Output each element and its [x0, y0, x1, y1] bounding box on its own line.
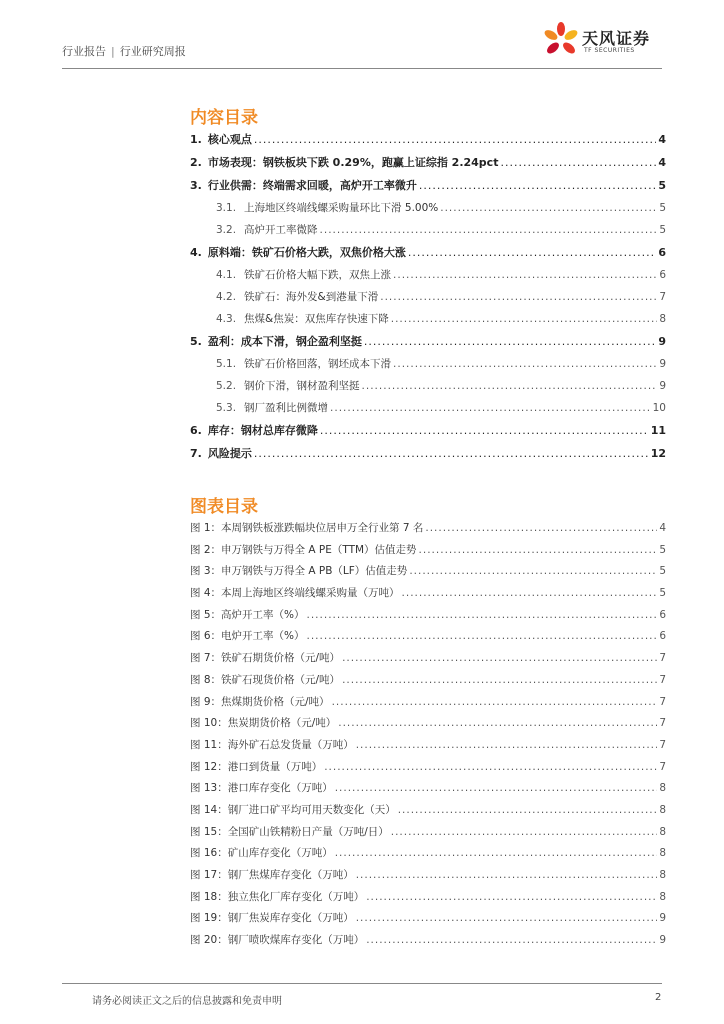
- toc-entry-text: 钢厂盈利比例微增: [244, 402, 329, 414]
- toc-entry-page: 9: [658, 335, 666, 348]
- flower-logo-icon: [542, 20, 580, 60]
- toc-entry-number: 4.3.: [216, 313, 237, 325]
- figure-entry-page: 6: [659, 630, 666, 643]
- figure-entry-page: 9: [659, 934, 666, 947]
- toc-entry-text: 上海地区终端线螺采购量环比下滑 5.00%: [244, 202, 439, 214]
- figure-entry-text: 图 15：全国矿山铁精粉日产量（万吨/日）: [190, 825, 389, 838]
- figure-entry-text: 图 19：钢厂焦炭库存变化（万吨）: [190, 912, 354, 925]
- figure-entry[interactable]: [190, 585, 666, 607]
- figure-entry-text: 图 11：海外矿石总发货量（万吨）: [190, 738, 354, 751]
- page-header: [62, 29, 662, 66]
- toc-entry-section[interactable]: [190, 200, 666, 222]
- figure-entry[interactable]: [190, 867, 666, 889]
- toc-entry-number: 5.2.: [216, 380, 237, 392]
- figure-entry-page: 5: [659, 543, 666, 556]
- toc-entry-page: 7: [659, 291, 666, 303]
- figure-entry-text: 图 2：申万钢铁与万得全 A PE（TTM）估值走势: [190, 543, 417, 556]
- toc-entry-text: 市场表现：钢铁板块下跌 0.29%，跑赢上证综指 2.24pct: [207, 156, 499, 169]
- toc-entry-chapter[interactable]: [190, 333, 666, 356]
- figure-entry-text: 图 6：电炉开工率（%）: [190, 630, 305, 643]
- toc-entry-page: 11: [650, 424, 666, 437]
- toc-entry-chapter[interactable]: [190, 131, 666, 154]
- toc-entry-text: 高炉开工率微降: [244, 224, 318, 236]
- toc-entry-number: 4.2.: [216, 291, 237, 303]
- figure-entry[interactable]: [190, 802, 666, 824]
- toc-entry-text: 铁矿石价格回落，钢坯成本下滑: [244, 358, 392, 370]
- toc-entry-chapter[interactable]: [190, 244, 666, 267]
- figure-entry[interactable]: [190, 759, 666, 781]
- dot-leader: [398, 804, 658, 816]
- figure-entry-page: 8: [659, 782, 666, 795]
- dot-leader: [391, 826, 658, 838]
- toc-entry-page: 6: [658, 246, 666, 259]
- figure-entry-text: 图 8：铁矿石现货价格（元/吨）: [190, 673, 341, 686]
- toc-entry-page: 5: [659, 224, 666, 236]
- dot-leader: [408, 246, 657, 259]
- figure-entry-page: 7: [659, 717, 666, 730]
- toc-entry-page: 4: [658, 156, 666, 169]
- figures-title: 图表目录: [190, 497, 258, 517]
- toc-entry-text: 铁矿石：海外发&到港量下滑: [244, 291, 379, 303]
- toc-entry-page: 10: [652, 402, 666, 414]
- toc-entry-number: 7.: [190, 447, 202, 460]
- dot-leader: [356, 869, 658, 881]
- figure-entry[interactable]: [190, 672, 666, 694]
- toc-entry-text: 库存：钢材总库存微降: [207, 424, 318, 437]
- figures-list: [190, 520, 666, 954]
- figure-entry-text: 图 18：独立焦化厂库存变化（万吨）: [190, 890, 365, 903]
- toc-entry-page: 4: [658, 133, 666, 146]
- dot-leader: [342, 674, 657, 686]
- toc-entry-number: 3.2.: [216, 224, 237, 236]
- toc-list: [190, 131, 666, 468]
- figure-entry-page: 8: [659, 847, 666, 860]
- company-logo: [542, 20, 662, 66]
- figure-entry-page: 7: [659, 673, 666, 686]
- toc-entry-number: 4.1.: [216, 269, 237, 281]
- dot-leader: [254, 133, 657, 146]
- toc-entry-page: 5: [658, 179, 666, 192]
- toc-entry-text: 钢价下滑，钢材盈利坚挺: [244, 380, 360, 392]
- figure-entry[interactable]: [190, 650, 666, 672]
- dot-leader: [364, 335, 657, 348]
- toc-entry-text: 盈利：成本下滑，钢企盈利坚挺: [207, 335, 362, 348]
- figure-entry[interactable]: [190, 520, 666, 542]
- page-number: 2: [655, 992, 662, 1003]
- figure-entry[interactable]: [190, 910, 666, 932]
- footer-disclaimer: 请务必阅读正文之后的信息披露和免责申明: [92, 996, 282, 1007]
- toc-entry-number: 3.: [190, 179, 202, 192]
- dot-leader: [307, 630, 658, 642]
- figure-entry[interactable]: [190, 542, 666, 564]
- dot-leader: [380, 291, 657, 303]
- toc-entry-section[interactable]: [190, 289, 666, 311]
- dot-leader: [419, 544, 658, 556]
- figure-entry-text: 图 1：本周钢铁板涨跌幅块位居申万全行业第 7 名: [190, 522, 424, 534]
- dot-leader: [391, 313, 658, 325]
- logo-english-name: TF SECURITIES: [584, 47, 635, 54]
- figure-entry[interactable]: [190, 889, 666, 911]
- dot-leader: [330, 402, 651, 414]
- figure-entry-page: 5: [659, 565, 666, 578]
- dot-leader: [332, 696, 658, 708]
- logo-chinese-name: 天风证券: [582, 29, 651, 48]
- toc-entry-text: 行业供需：终端需求回暖，高炉开工率微升: [207, 179, 417, 192]
- figure-entry[interactable]: [190, 607, 666, 629]
- figure-entry-text: 图 9：焦煤期货价格（元/吨）: [190, 695, 330, 708]
- toc-entry-number: 5.1.: [216, 358, 237, 370]
- toc-entry-page: 8: [659, 313, 666, 325]
- toc-entry-chapter[interactable]: [190, 154, 666, 177]
- figure-entry-text: 图 13：港口库存变化（万吨）: [190, 782, 333, 795]
- figure-entry-page: 7: [659, 695, 666, 708]
- figure-entry-page: 6: [659, 608, 666, 621]
- figure-entry-page: 8: [659, 869, 666, 881]
- breadcrumb-separator: |: [111, 45, 115, 58]
- figure-entry[interactable]: [190, 563, 666, 585]
- figure-entry-page: 7: [659, 652, 666, 665]
- figure-entry[interactable]: [190, 780, 666, 802]
- dot-leader: [324, 761, 657, 773]
- dot-leader: [335, 847, 658, 859]
- toc-entry-section[interactable]: [190, 311, 666, 333]
- figure-entry-text: 图 3：申万钢铁与万得全 A PB（LF）估值走势: [190, 565, 408, 578]
- toc-entry-chapter[interactable]: [190, 177, 666, 200]
- figure-entry-page: 8: [659, 890, 666, 903]
- dot-leader: [393, 269, 657, 281]
- dot-leader: [440, 202, 657, 214]
- toc-entry-number: 3.1.: [216, 202, 237, 214]
- figure-entry-text: 图 4：本周上海地区终端线螺采购量（万吨）: [190, 587, 400, 600]
- figure-entry-text: 图 10：焦炭期货价格（元/吨）: [190, 717, 337, 730]
- toc-entry-text: 核心观点: [207, 133, 252, 146]
- breadcrumb: [62, 43, 186, 59]
- breadcrumb-report-subtype: 行业研究周报: [119, 45, 186, 58]
- toc-title: 内容目录: [190, 108, 258, 128]
- figure-entry-page: 9: [659, 912, 666, 925]
- toc-entry-text: 风险提示: [207, 447, 252, 460]
- toc-entry-page: 12: [650, 447, 666, 460]
- dot-leader: [500, 156, 656, 169]
- figure-entry[interactable]: [190, 715, 666, 737]
- figure-entry-text: 图 16：矿山库存变化（万吨）: [190, 847, 333, 860]
- dot-leader: [366, 934, 657, 946]
- figure-entry-page: 4: [659, 522, 666, 534]
- figure-entry-page: 5: [659, 587, 666, 600]
- dot-leader: [335, 782, 658, 794]
- toc-entry-text: 铁矿石价格大幅下跌，双焦上涨: [244, 269, 392, 281]
- toc-entry-number: 5.: [190, 335, 202, 348]
- dot-leader: [338, 717, 657, 729]
- dot-leader: [402, 587, 658, 599]
- dot-leader: [393, 358, 657, 370]
- figure-entry-text: 图 7：铁矿石期货价格（元/吨）: [190, 652, 341, 665]
- dot-leader: [356, 912, 658, 924]
- figure-entry-page: 8: [659, 825, 666, 838]
- dot-leader: [320, 224, 658, 236]
- toc-entry-page: 9: [659, 380, 666, 392]
- figure-entry[interactable]: [190, 628, 666, 650]
- toc-entry-page: 6: [659, 269, 666, 281]
- toc-entry-section[interactable]: [190, 222, 666, 244]
- dot-leader: [342, 652, 657, 664]
- header-rule: [62, 68, 662, 69]
- breadcrumb-report-type: 行业报告: [62, 45, 106, 58]
- figure-entry-page: 7: [659, 760, 666, 773]
- figure-entry-text: 图 17：钢厂焦煤库存变化（万吨）: [190, 869, 354, 881]
- dot-leader: [320, 424, 649, 437]
- toc-entry-section[interactable]: [190, 400, 666, 422]
- figure-entry[interactable]: [190, 737, 666, 759]
- figure-entry[interactable]: [190, 845, 666, 867]
- figure-entry-text: 图 20：钢厂喷吹煤库存变化（万吨）: [190, 934, 365, 947]
- figure-entry-page: 7: [659, 738, 666, 751]
- toc-entry-section[interactable]: [190, 267, 666, 289]
- toc-entry-number: 5.3.: [216, 402, 237, 414]
- toc-entry-chapter[interactable]: [190, 422, 666, 445]
- figure-entry[interactable]: [190, 694, 666, 716]
- dot-leader: [356, 739, 658, 751]
- figure-entry[interactable]: [190, 824, 666, 846]
- toc-entry-number: 4.: [190, 246, 202, 259]
- figure-entry-page: 8: [659, 803, 666, 816]
- toc-entry-number: 6.: [190, 424, 202, 437]
- dot-leader: [409, 565, 657, 577]
- dot-leader: [254, 447, 649, 460]
- dot-leader: [419, 179, 657, 192]
- dot-leader: [366, 891, 657, 903]
- figure-entry-text: 图 12：港口到货量（万吨）: [190, 760, 323, 773]
- toc-entry-section[interactable]: [190, 378, 666, 400]
- toc-entry-section[interactable]: [190, 356, 666, 378]
- toc-entry-chapter[interactable]: [190, 445, 666, 468]
- dot-leader: [425, 522, 657, 534]
- figure-entry-text: 图 14：钢厂进口矿平均可用天数变化（天）: [190, 803, 396, 816]
- toc-entry-number: 2.: [190, 156, 202, 169]
- toc-entry-number: 1.: [190, 133, 202, 146]
- toc-entry-text: 原料端：铁矿石价格大跌，双焦价格大涨: [207, 246, 406, 259]
- footer-rule: [62, 983, 662, 984]
- dot-leader: [307, 609, 658, 621]
- dot-leader: [362, 380, 658, 392]
- toc-entry-text: 焦煤&焦炭：双焦库存快速下降: [244, 313, 389, 325]
- toc-entry-page: 5: [659, 202, 666, 214]
- figure-entry-text: 图 5：高炉开工率（%）: [190, 608, 305, 621]
- toc-entry-page: 9: [659, 358, 666, 370]
- figure-entry[interactable]: [190, 932, 666, 954]
